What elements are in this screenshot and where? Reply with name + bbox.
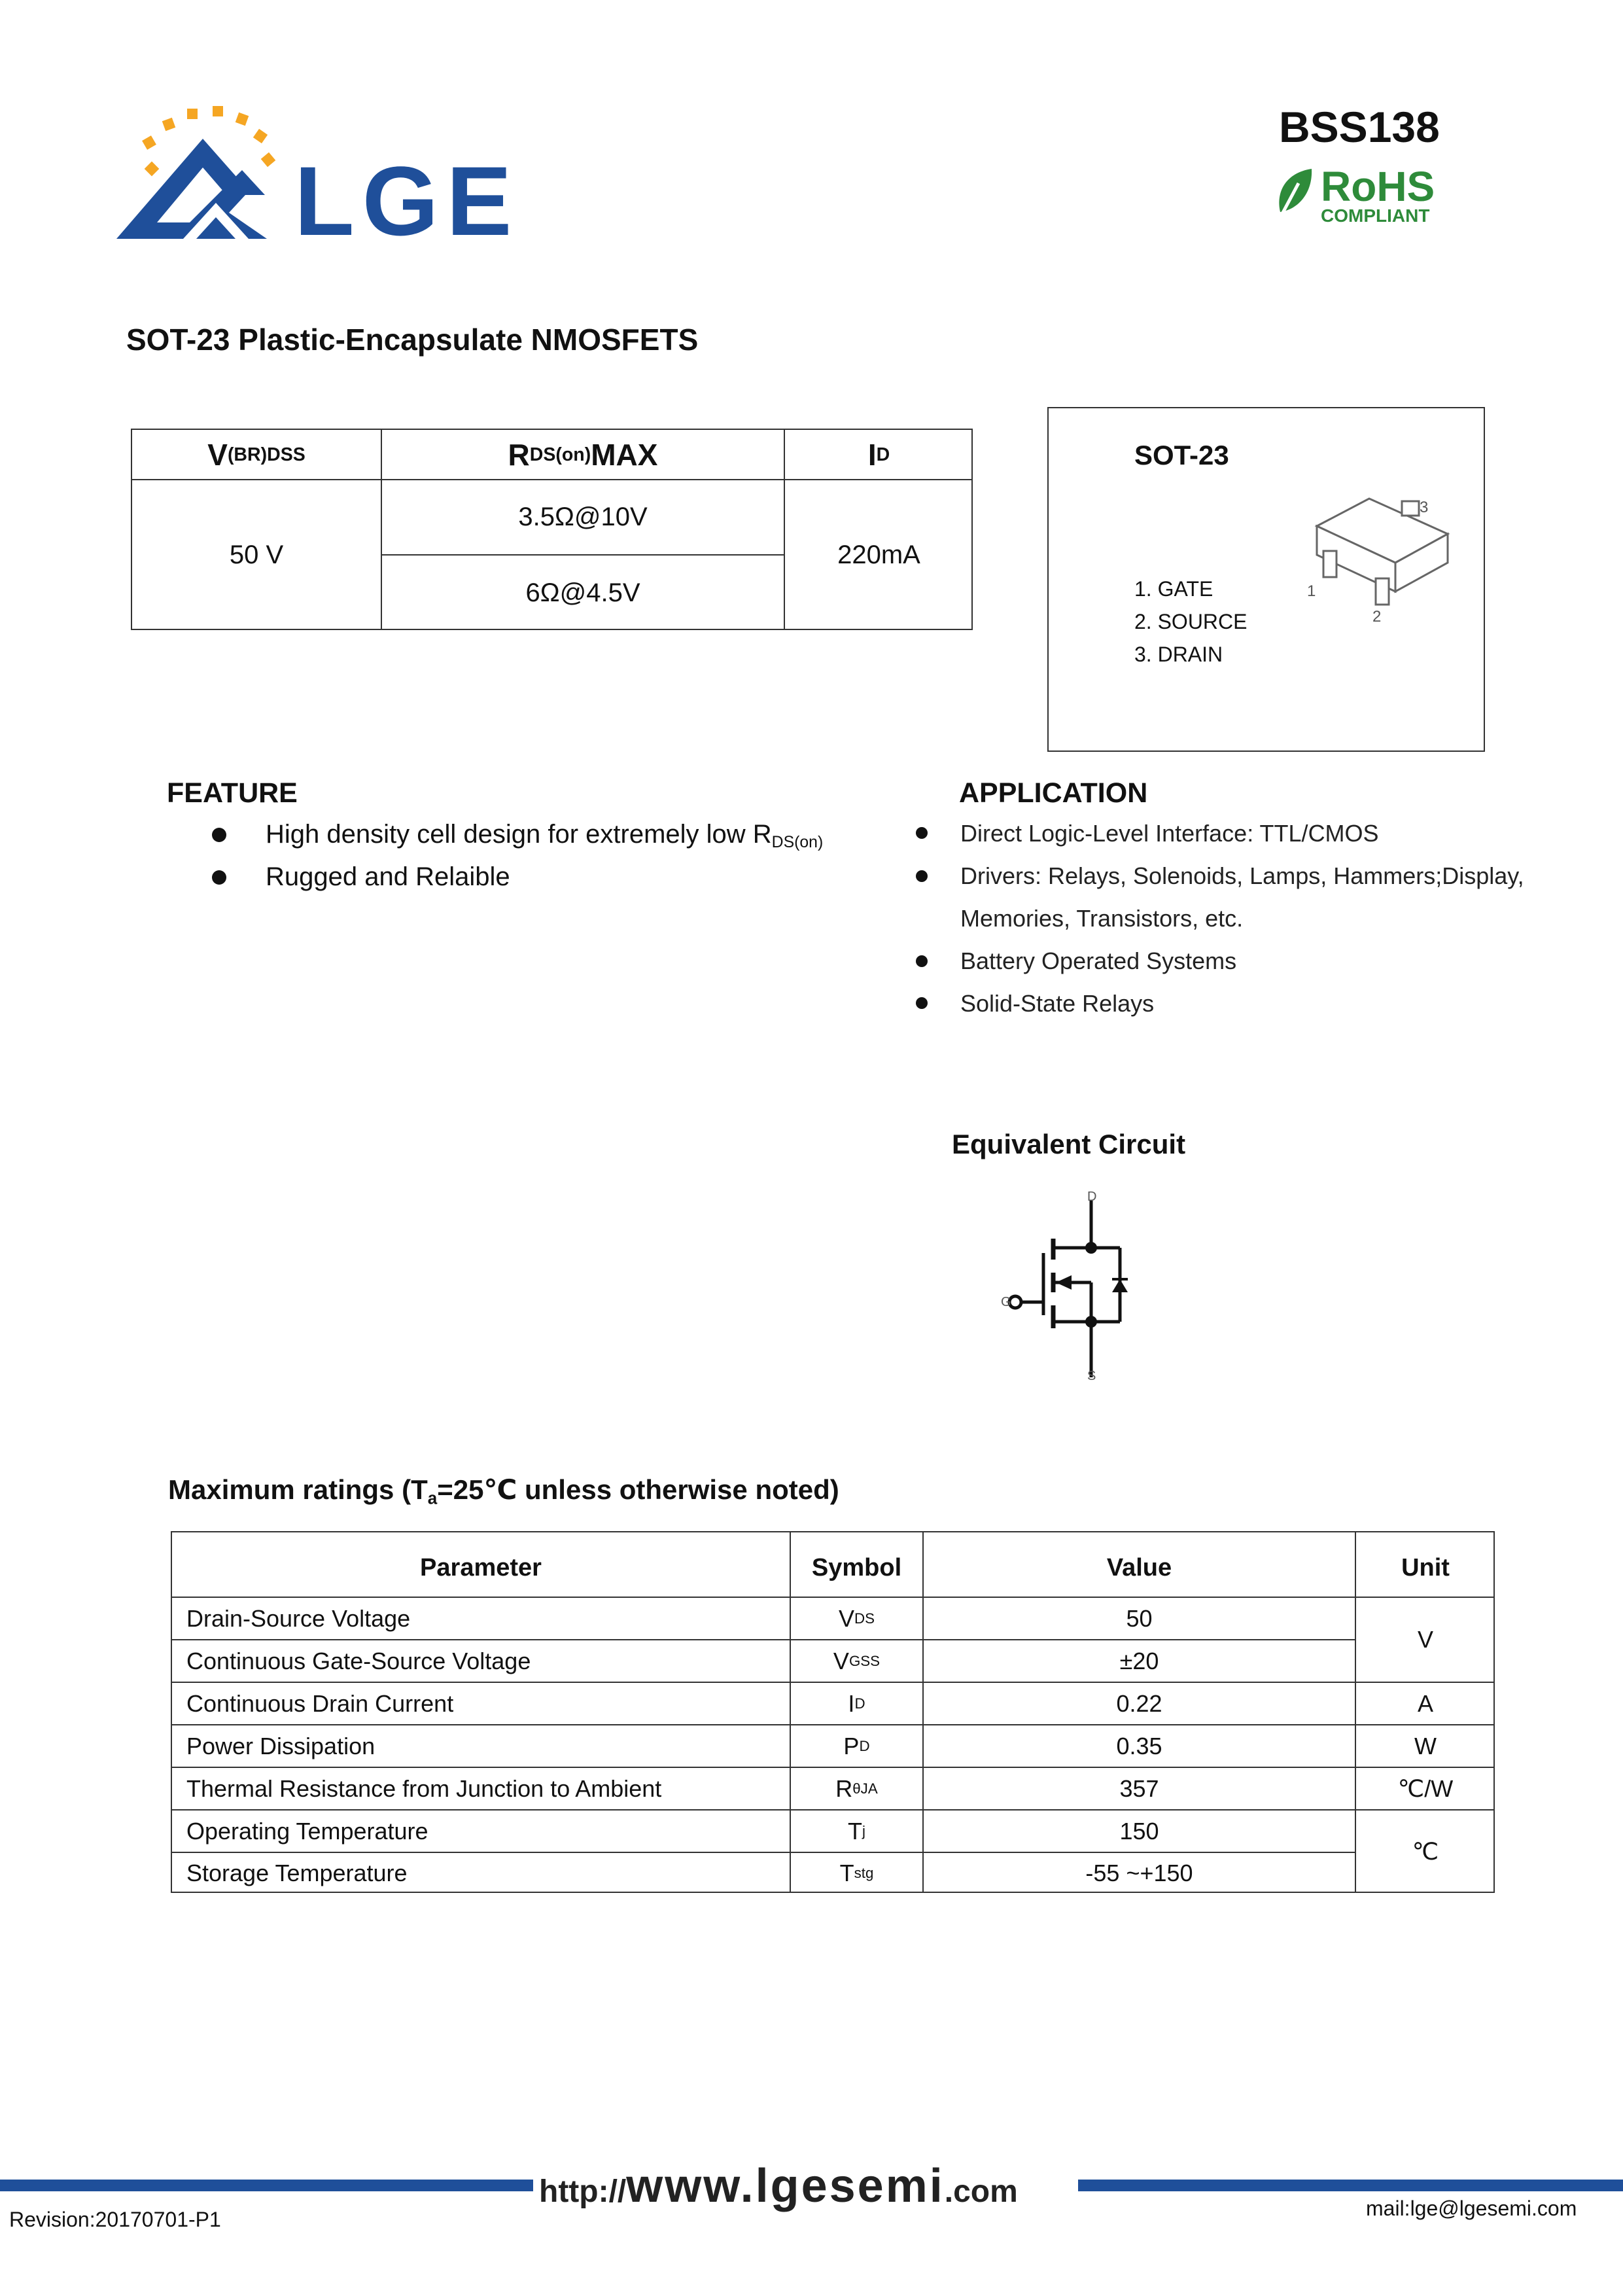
bullet-icon [916, 827, 928, 839]
value-cell: 357 [1119, 1775, 1159, 1802]
symbol-cell: I D [848, 1689, 865, 1717]
unit-cell: A [1417, 1689, 1433, 1717]
footer-bar-right [1078, 2180, 1623, 2191]
symbol-cell: P D [843, 1732, 870, 1759]
bullet-icon [212, 870, 226, 885]
pin-3-drain: 3. DRAIN [1134, 643, 1223, 666]
company-logo [111, 98, 520, 256]
circuit-label-gate: G [1001, 1295, 1011, 1309]
col-header-symbol: Symbol [811, 1553, 902, 1581]
value-cell: 0.35 [1116, 1732, 1162, 1759]
col-header-unit: Unit [1401, 1553, 1450, 1581]
symbol-cell: V DS [838, 1604, 875, 1632]
unit-cell: ℃/W [1397, 1775, 1454, 1802]
page-subtitle: SOT-23 Plastic-Encapsulate NMOSFETS [126, 323, 699, 357]
table-row: Continuous Drain Current [186, 1689, 454, 1717]
bullet-icon [916, 955, 928, 967]
table-row: Continuous Gate-Source Voltage [186, 1647, 531, 1674]
table-row: Operating Temperature [186, 1817, 428, 1845]
pin-1-gate: 1. GATE [1134, 577, 1213, 601]
application-title: APPLICATION [959, 777, 1148, 809]
part-number: BSS138 [1279, 103, 1440, 151]
symbol-cell: T stg [839, 1859, 874, 1886]
table-row: Storage Temperature [186, 1859, 408, 1886]
circuit-label-drain: D [1087, 1190, 1097, 1204]
col-header-parameter: Parameter [420, 1553, 542, 1581]
rdson-value-4v5: 6Ω@4.5V [525, 578, 640, 607]
symbol-cell: T j [848, 1817, 865, 1845]
pin-label-2: 2 [1372, 608, 1382, 626]
col-header-value: Value [1106, 1553, 1172, 1581]
header-id: I D [867, 437, 890, 472]
ratings-title: Maximum ratings ($T_a=25℃$ unless otherwise noted) [168, 1474, 839, 1508]
unit-cell: W [1414, 1732, 1437, 1759]
header-rdson: R DS(on) MAX [508, 437, 658, 472]
leaf-icon [1272, 166, 1318, 225]
unit-cell: ℃ [1412, 1838, 1439, 1865]
feature-item-2: Rugged and Relaible [266, 862, 510, 891]
pin-2-source: 2. SOURCE [1134, 610, 1248, 633]
vbrdss-value: 50 V [229, 540, 284, 569]
bullet-icon [916, 997, 928, 1009]
id-value: 220mA [837, 540, 920, 569]
value-cell: 50 [1126, 1604, 1153, 1632]
header-vbrdss: V (BR)DSS [207, 437, 305, 472]
rohs-text: RoHS [1321, 163, 1435, 210]
application-item-3: Battery Operated Systems [960, 947, 1237, 974]
logo-text: LGE [294, 146, 520, 256]
table-row: Drain-Source Voltage [186, 1604, 411, 1632]
feature-title: FEATURE [167, 777, 298, 809]
rdson-value-10v: 3.5Ω@10V [518, 503, 648, 531]
mosfet-schematic-icon [994, 1188, 1164, 1397]
package-title: SOT-23 [1134, 440, 1229, 470]
table-row: Thermal Resistance from Junction to Ambient [186, 1775, 662, 1802]
package-box [1047, 407, 1485, 752]
symbol-cell: V GSS [833, 1647, 881, 1674]
bullet-icon [916, 870, 928, 882]
revision-text: Revision:20170701-P1 [9, 2208, 221, 2231]
unit-cell: V [1417, 1626, 1433, 1653]
ratings-table [171, 1531, 1495, 1893]
application-item-1: Direct Logic-Level Interface: TTL/CMOS [960, 820, 1379, 847]
circuit-label-source: S [1087, 1369, 1096, 1383]
contact-email[interactable]: mail:lge@lgesemi.com [1366, 2197, 1577, 2220]
bullet-icon [212, 828, 226, 842]
application-item-2-cont: Memories, Transistors, etc. [960, 905, 1244, 932]
footer-bar-left [0, 2180, 533, 2191]
value-cell: -55 ~+150 [1085, 1859, 1193, 1886]
feature-item-1: High density cell design for extremely low $R_{DS(on)}$ [266, 820, 824, 851]
value-cell: 150 [1119, 1817, 1159, 1845]
pin-label-3: 3 [1420, 499, 1429, 516]
rohs-compliant: COMPLIANT [1321, 205, 1430, 226]
footer-url[interactable]: http://www.lgesemi.com [539, 2160, 1018, 2212]
value-cell: 0.22 [1116, 1689, 1162, 1717]
rohs-badge [1272, 165, 1442, 230]
circuit-title: Equivalent Circuit [952, 1129, 1186, 1159]
pin-label-1: 1 [1307, 582, 1316, 600]
table-row: Power Dissipation [186, 1732, 375, 1759]
application-item-2: Drivers: Relays, Solenoids, Lamps, Hammers;Display, [960, 862, 1524, 889]
key-spec-table [131, 429, 973, 630]
symbol-cell: R θJA [835, 1775, 878, 1802]
value-cell: ±20 [1119, 1647, 1159, 1674]
application-item-4: Solid-State Relays [960, 990, 1155, 1017]
